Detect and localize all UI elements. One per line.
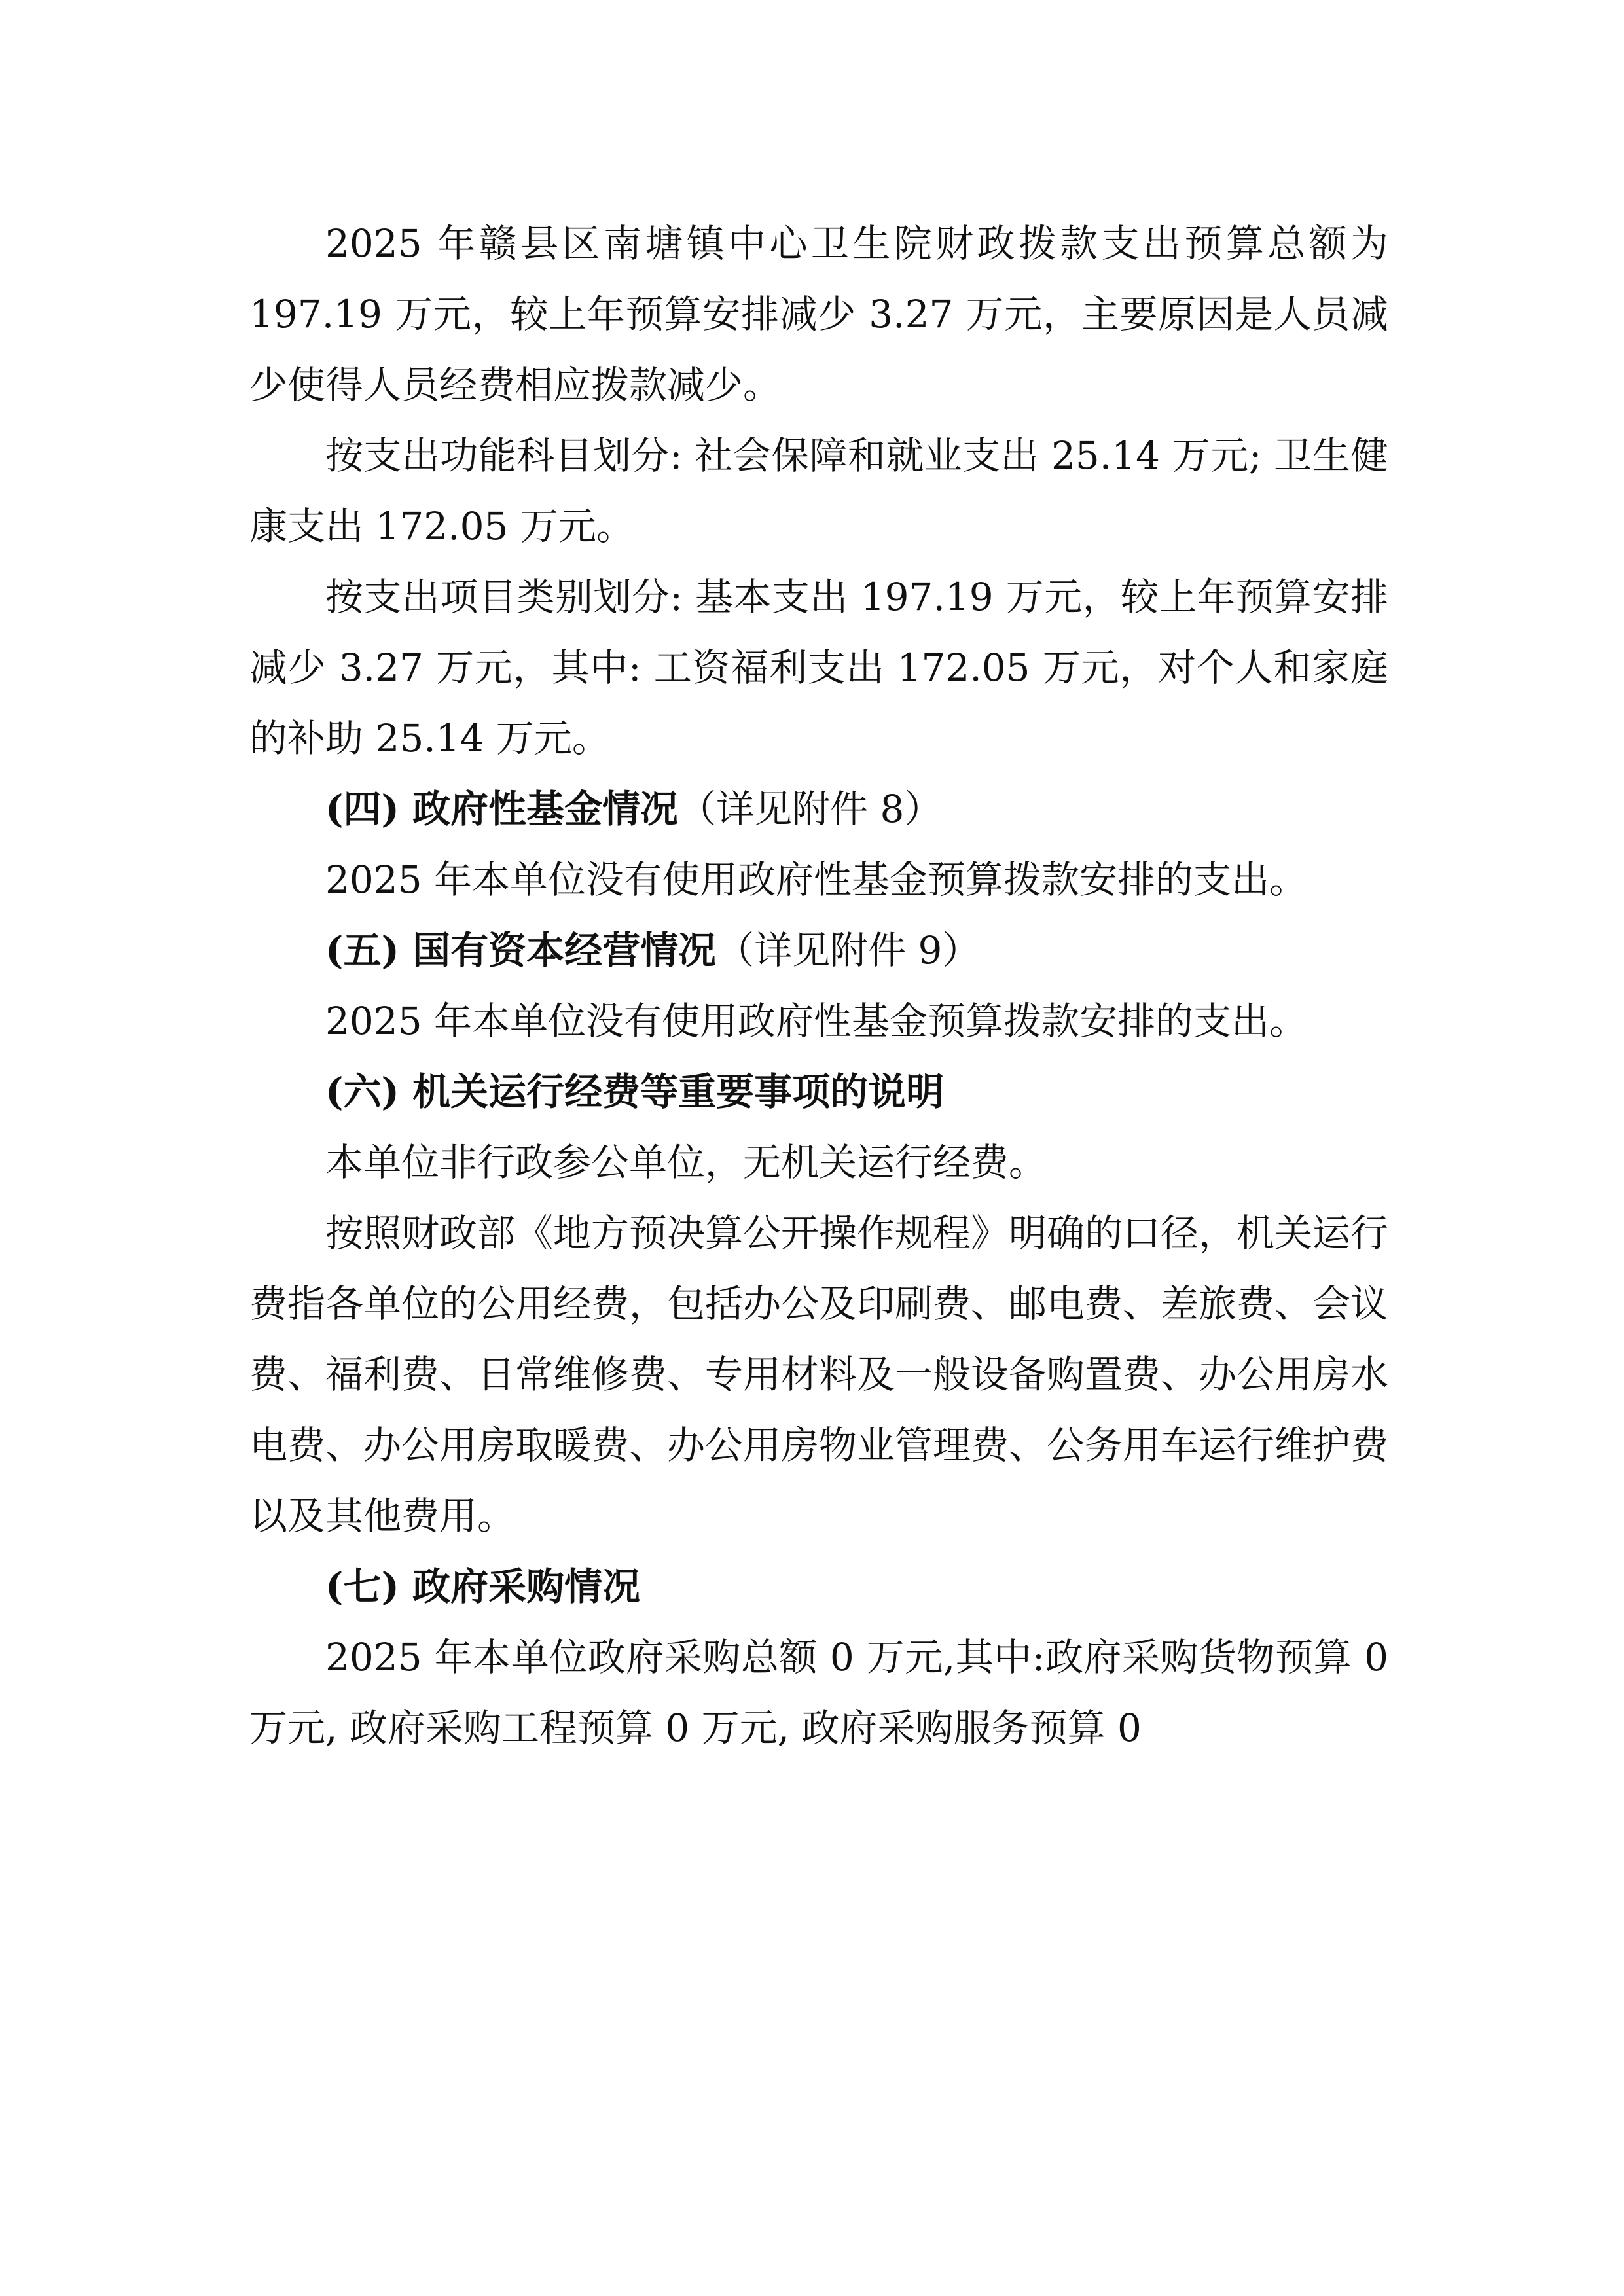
paragraph-functional-classification: 按支出功能科目划分: 社会保障和就业支出 25.14 万元; 卫生健康支出 172.05 万元。 bbox=[249, 433, 1388, 548]
section-6-heading bbox=[249, 1056, 1388, 1127]
document-body bbox=[249, 208, 1388, 1763]
section-4-title: (四) 政府性基金情况 bbox=[325, 787, 679, 831]
section-4-body: 2025 年本单位没有使用政府性基金预算拨款安排的支出。 bbox=[325, 857, 1308, 902]
section-7-body: 2025 年本单位政府采购总额 0 万元,其中:政府采购货物预算 0 万元, 政府采购工程预算 0 万元, 政府采购服务预算 0 bbox=[249, 1635, 1388, 1750]
section-6-body-2: 按照财政部《地方预决算公开操作规程》明确的口径，机关运行费指各单位的公用经费，包括办公及印刷费、邮电费、差旅费、会议费、福利费、日常维修费、专用材料及一般设备购置费、办公用房水电费、办公用房取暖费、办公用房物业管理费、公务用车运行维护费以及其他费用。 bbox=[249, 1211, 1389, 1538]
section-5-title: (五) 国有资本经营情况 bbox=[325, 928, 717, 973]
section-6-body-1: 本单位非行政参公单位，无机关运行经费。 bbox=[325, 1140, 1047, 1185]
section-7-heading bbox=[249, 1551, 1388, 1622]
section-5-note: （详见附件 9） bbox=[716, 928, 981, 973]
section-7-title: (七) 政府采购情况 bbox=[325, 1564, 641, 1609]
paragraph-project-classification: 按支出项目类别划分: 基本支出 197.19 万元，较上年预算安排减少 3.27 万元，其中: 工资福利支出 172.05 万元，对个人和家庭的补助 25.14 万元。 bbox=[249, 575, 1388, 761]
section-5-heading bbox=[249, 915, 1388, 986]
section-6-title: (六) 机关运行经费等重要事项的说明 bbox=[325, 1069, 945, 1114]
paragraph-budget-total: 2025 年赣县区南塘镇中心卫生院财政拨款支出预算总额为 197.19 万元，较上年预算安排减少 3.27 万元，主要原因是人员减少使得人员经费相应拨款减少。 bbox=[249, 221, 1388, 407]
section-4-heading bbox=[249, 774, 1388, 844]
section-5-body: 2025 年本单位没有使用政府性基金预算拨款安排的支出。 bbox=[325, 999, 1308, 1043]
section-4-note: （详见附件 8） bbox=[678, 787, 943, 831]
